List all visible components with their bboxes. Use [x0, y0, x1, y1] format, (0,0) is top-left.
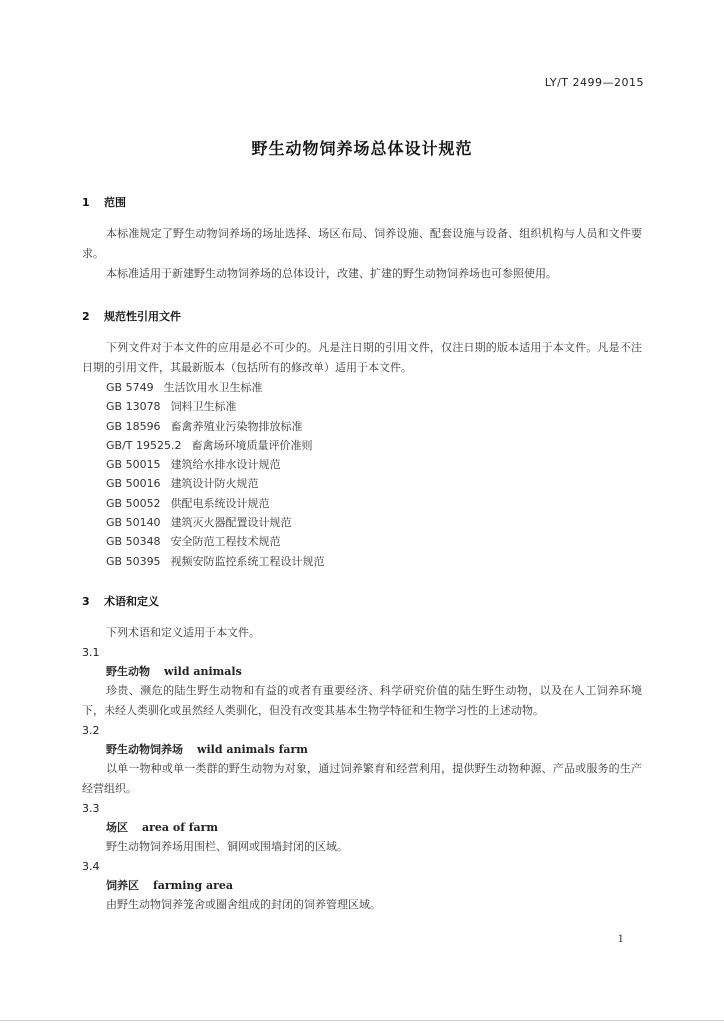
list-item [82, 552, 642, 571]
page-bottom-divider [0, 1020, 724, 1021]
reference-name: 生活饮用水卫生标准 [163, 381, 263, 394]
section-heading-normative [82, 308, 642, 324]
term-name [82, 818, 642, 837]
term-number: 3.4 [82, 859, 100, 873]
term-definition: 由野生动物饲养笼舍或圈舍组成的封闭的饲养管理区域。 [106, 897, 381, 911]
page-number: 1 [617, 934, 624, 945]
section-heading-terms [82, 593, 642, 609]
reference-code: GB 50348 [106, 535, 161, 549]
reference-code: GB 13078 [106, 400, 161, 414]
section-heading-scope [82, 194, 642, 210]
list-item [82, 417, 642, 436]
reference-code: GB 50395 [106, 554, 161, 568]
section-number: 3 [82, 594, 90, 608]
term-name [82, 662, 642, 681]
reference-code: GB 50015 [106, 458, 161, 472]
document-title: 野生动物饲养场总体设计规范 [251, 139, 473, 158]
term-number: 3.1 [82, 645, 100, 659]
list-item [82, 436, 642, 455]
paragraph: 下列文件对于本文件的应用是必不可少的。凡是注日期的引用文件，仅注日期的版本适用于本文件。凡是不注日期的引用文件，其最新版本（包括所有的修改单）适用于本文件。 [82, 341, 642, 374]
reference-code: GB 50140 [106, 516, 161, 530]
section-number: 2 [82, 310, 90, 323]
reference-code: GB 50016 [106, 477, 161, 491]
term-en: wild animals [164, 664, 242, 678]
reference-code: GB 5749 [106, 381, 154, 394]
list-item [82, 494, 642, 513]
term-name [82, 876, 642, 895]
reference-name: 视频安防监控系统工程设计规范 [170, 554, 325, 568]
term-definition: 珍贵、濒危的陆生野生动物和有益的或者有重要经济、科学研究价值的陆生野生动物，以及在人工饲养环境下，未经人类驯化或虽然经人类驯化，但没有改变其基本生物学特征和生物学习性的上述动物。 [82, 683, 642, 717]
term-en: wild animals farm [197, 742, 308, 756]
section-title: 范围 [104, 196, 126, 209]
reference-list [82, 378, 642, 571]
term-zh: 野生动物 [106, 664, 150, 678]
section-number: 1 [82, 196, 90, 209]
paragraph: 本标准规定了野生动物饲养场的场址选择、场区布局、饲养设施、配套设施与设备、组织机构与人员和文件要求。 [82, 227, 642, 260]
reference-name: 饲料卫生标准 [170, 400, 237, 414]
list-item [82, 532, 642, 551]
reference-name: 安全防范工程技术规范 [170, 535, 281, 549]
paragraph: 下列术语和定义适用于本文件。 [106, 625, 260, 639]
term-number: 3.3 [82, 801, 100, 815]
term-zh: 场区 [106, 820, 128, 834]
document-body [82, 194, 642, 915]
section-title: 术语和定义 [104, 594, 159, 608]
term-number: 3.2 [82, 723, 100, 737]
list-item [82, 513, 642, 532]
list-item [82, 455, 642, 474]
term-name [82, 740, 642, 759]
reference-code: GB/T 19525.2 [106, 438, 182, 452]
reference-name: 供配电系统设计规范 [170, 496, 270, 510]
reference-name: 建筑给水排水设计规范 [170, 458, 281, 472]
term-definition: 以单一物种或单一类群的野生动物为对象，通过饲养繁育和经营利用，提供野生动物种源、产品或服务的生产经营组织。 [82, 761, 642, 795]
standard-code: LY/T 2499—2015 [544, 76, 644, 89]
reference-name: 畜禽场环境质量评价准则 [191, 438, 313, 452]
list-item [82, 397, 642, 416]
reference-name: 建筑灭火器配置设计规范 [170, 516, 292, 530]
list-item [82, 378, 642, 397]
term-en: area of farm [142, 820, 219, 834]
term-definition: 野生动物饲养场用围栏、铜网或围墙封闭的区域。 [106, 839, 348, 853]
paragraph: 本标准适用于新建野生动物饲养场的总体设计，改建、扩建的野生动物饲养场也可参照使用。 [106, 267, 557, 280]
term-en: farming area [153, 878, 234, 892]
list-item [82, 474, 642, 493]
reference-name: 畜禽养殖业污染物排放标准 [170, 419, 303, 433]
reference-code: GB 18596 [106, 419, 161, 433]
term-zh: 野生动物饲养场 [106, 742, 183, 756]
section-title: 规范性引用文件 [104, 310, 181, 323]
reference-code: GB 50052 [106, 496, 161, 510]
reference-name: 建筑设计防火规范 [170, 477, 259, 491]
term-zh: 饲养区 [106, 878, 139, 892]
